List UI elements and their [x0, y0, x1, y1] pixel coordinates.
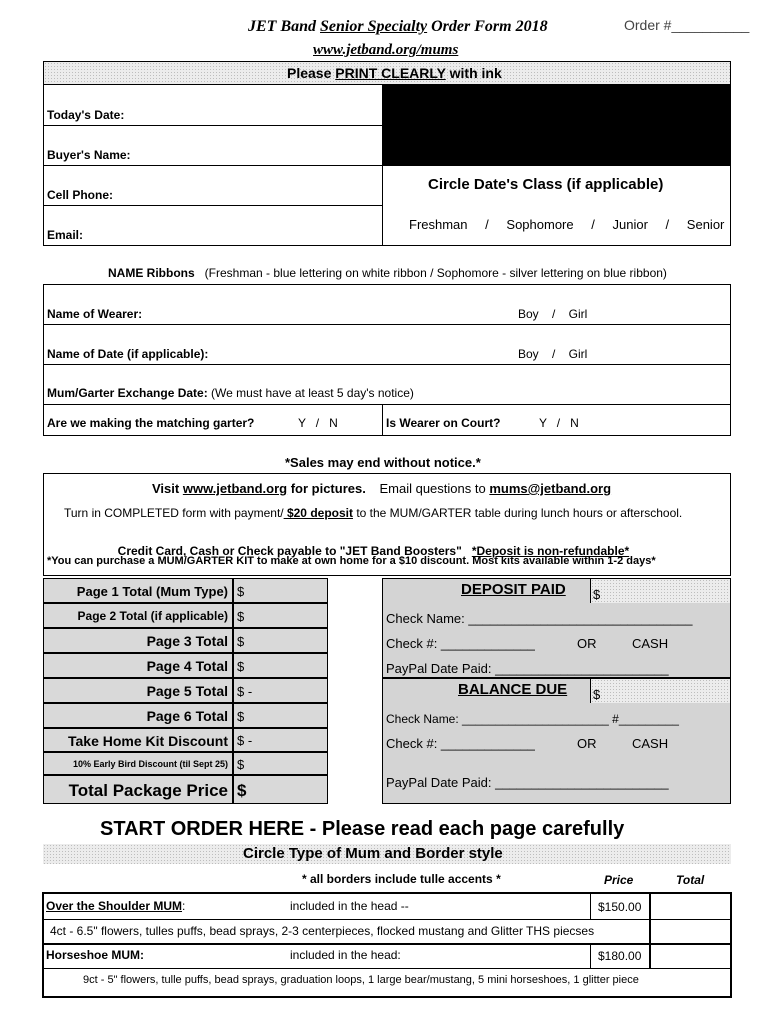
class-heading: Circle Date's Class (if applicable) — [428, 176, 664, 193]
balance-amount: $ — [593, 687, 601, 702]
cell-phone-field[interactable]: Cell Phone: — [47, 188, 114, 202]
total-row-value[interactable]: $ — [233, 603, 328, 628]
divider — [42, 943, 732, 945]
deposit-amount-field[interactable] — [590, 579, 730, 603]
total-row-value[interactable]: $ - — [233, 678, 328, 703]
deposit-check-name[interactable]: Check Name: _______________________________ — [386, 611, 693, 626]
balance-or: OR — [577, 736, 597, 751]
divider — [43, 205, 383, 206]
website-link[interactable]: www.jetband.org — [182, 481, 288, 496]
email-field[interactable]: Email: — [47, 228, 84, 242]
divider — [43, 404, 731, 405]
form-title: JET Band Senior Specialty Order Form 2018 — [248, 18, 548, 35]
garter-yes-no[interactable]: Y / N — [298, 416, 338, 430]
total-row-label: Page 4 Total — [43, 653, 233, 678]
mum-description: 9ct - 5" flowers, tulle puffs, bead sprays, graduation loops, 1 large bear/mustang, 5 mini horseshoes, 1 glitter piece — [83, 974, 639, 986]
garter-question: Are we making the matching garter? — [47, 416, 255, 430]
kit-note: *You can purchase a MUM/GARTER KIT to make at own home for a $10 discount. Most kits available within 1-2 days* — [47, 555, 656, 567]
mum-head-note: included in the head -- — [290, 899, 409, 913]
option-senior[interactable]: Senior — [686, 217, 725, 232]
divider — [42, 919, 732, 920]
total-row-value[interactable]: $ — [233, 628, 328, 653]
divider — [382, 404, 383, 436]
total-row-value[interactable]: $ — [233, 703, 328, 728]
balance-paypal[interactable]: PayPal Date Paid: ________________________ — [386, 775, 669, 790]
email-link[interactable]: mums@jetband.org — [489, 481, 612, 496]
turn-in-line: Turn in COMPLETED form with payment/ $20 deposit to the MUM/GARTER table during lunch hours or afterschool. — [64, 506, 683, 520]
total-column-header: Total — [676, 873, 705, 887]
total-row-label: 10% Early Bird Discount (til Sept 25) — [43, 752, 233, 775]
print-clearly-text: Please PRINT CLEARLY with ink — [287, 65, 502, 81]
deposit-amount: $ — [593, 587, 601, 602]
deposit-cash[interactable]: CASH — [632, 636, 669, 651]
circle-type-heading: Circle Type of Mum and Border style — [243, 845, 503, 862]
divider — [42, 968, 732, 969]
total-row-label: Total Package Price — [43, 775, 233, 804]
date-boy-girl[interactable]: Boy / Girl — [518, 347, 588, 361]
separator: / — [485, 217, 489, 232]
total-row-value[interactable]: $ — [233, 578, 328, 603]
option-sophomore[interactable]: Sophomore — [506, 217, 574, 232]
wearer-boy-girl[interactable]: Boy / Girl — [518, 307, 588, 321]
separator: / — [665, 217, 670, 232]
deposit-or: OR — [577, 636, 597, 651]
start-order-heading: START ORDER HERE - Please read each page carefully — [100, 818, 625, 840]
todays-date-field[interactable]: Today's Date: — [47, 108, 125, 122]
exchange-date-field[interactable]: Mum/Garter Exchange Date: (We must have at least 5 day's notice) — [47, 386, 414, 400]
balance-cash[interactable]: CASH — [632, 736, 669, 751]
mum-price: $150.00 — [598, 900, 642, 914]
divider — [382, 165, 731, 166]
order-number[interactable]: Order #__________ — [624, 17, 750, 33]
date-name-field[interactable]: Name of Date (if applicable): — [47, 347, 209, 361]
deposit-paypal[interactable]: PayPal Date Paid: ________________________ — [386, 661, 669, 676]
divider — [43, 125, 383, 126]
separator: / — [591, 217, 595, 232]
divider — [590, 893, 591, 919]
total-row-label: Page 3 Total — [43, 628, 233, 653]
black-block — [383, 85, 730, 165]
deposit-heading: DEPOSIT PAID — [461, 581, 566, 598]
total-row-value[interactable]: $ — [233, 752, 328, 775]
balance-heading: BALANCE DUE — [458, 681, 568, 698]
visit-line: Visit www.jetband.org for pictures. Email questions to mums@jetband.org — [152, 481, 612, 496]
payment-terms-line: Credit Card, Cash or Check payable to "JET Band Boosters" *Deposit is non-refundable* — [117, 544, 630, 558]
total-row-value[interactable]: $ - — [233, 728, 328, 752]
deposit-check-number[interactable]: Check #: _____________ — [386, 636, 535, 651]
mum-head-note: included in the head: — [290, 948, 401, 962]
option-junior[interactable]: Junior — [612, 217, 648, 232]
total-row-value[interactable]: $ — [233, 653, 328, 678]
divider — [649, 893, 651, 943]
divider — [43, 324, 731, 325]
ribbons-line: NAME Ribbons (Freshman - blue lettering on white ribbon / Sophomore - silver lettering on blue ribbon) — [108, 266, 667, 280]
total-row-label: Page 6 Total — [43, 703, 233, 728]
mum-option-horseshoe[interactable]: Horseshoe MUM: — [46, 948, 145, 962]
divider — [43, 165, 383, 166]
balance-check-number[interactable]: Check #: _____________ — [386, 736, 535, 751]
class-options — [409, 217, 724, 232]
court-question: Is Wearer on Court? — [386, 416, 501, 430]
mum-price: $180.00 — [598, 949, 642, 963]
divider — [649, 944, 651, 968]
sales-notice: *Sales may end without notice.* — [285, 455, 481, 470]
mum-description: 4ct - 6.5" flowers, tulles puffs, bead sprays, 2-3 centerpieces, flocked mustang and Glitter THS piecses — [50, 924, 595, 938]
divider — [590, 944, 591, 968]
total-row-value[interactable]: $ — [233, 775, 328, 804]
divider — [43, 364, 731, 365]
balance-amount-field[interactable] — [590, 679, 730, 703]
total-row-label: Page 1 Total (Mum Type) — [43, 578, 233, 603]
total-row-label: Take Home Kit Discount — [43, 728, 233, 752]
total-row-label: Page 5 Total — [43, 678, 233, 703]
wearer-name-field[interactable]: Name of Wearer: — [47, 307, 143, 321]
court-yes-no[interactable]: Y / N — [539, 416, 579, 430]
mum-option-over-shoulder[interactable]: Over the Shoulder MUM: — [46, 899, 186, 913]
borders-note: * all borders include tulle accents * — [302, 872, 501, 886]
balance-check-name[interactable]: Check Name: ______________________ #_________ — [386, 712, 679, 726]
website-url: www.jetband.org/mums — [313, 42, 459, 58]
total-row-label: Page 2 Total (if applicable) — [43, 603, 233, 628]
option-freshman[interactable]: Freshman — [409, 217, 468, 232]
buyers-name-field[interactable]: Buyer's Name: — [47, 148, 131, 162]
price-column-header: Price — [604, 873, 634, 887]
